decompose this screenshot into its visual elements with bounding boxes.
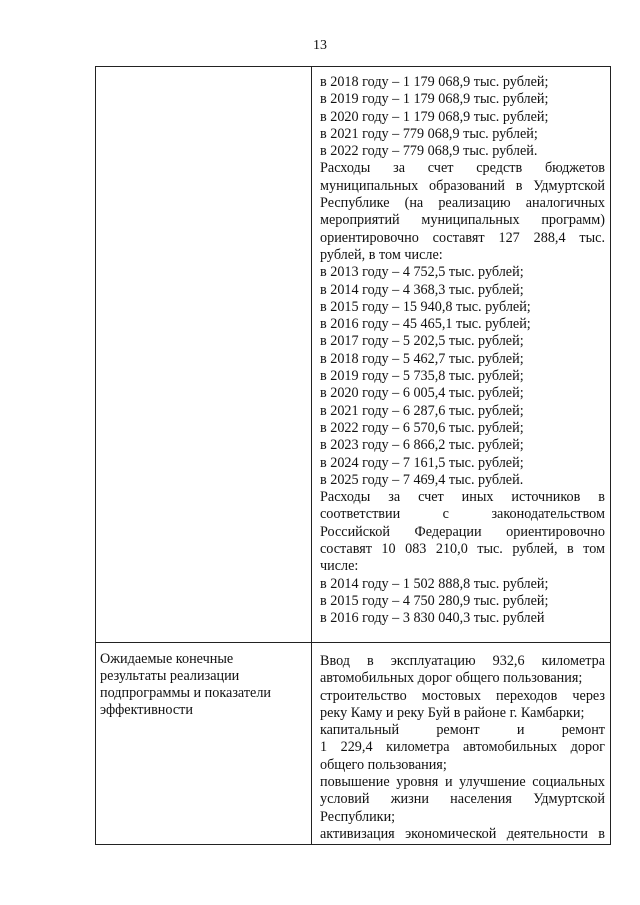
expected-results-line: автомобильных дорог общего пользования; <box>320 670 583 687</box>
funding-line: в 2015 году – 4 750 280,9 тыс. рублей; <box>320 592 549 609</box>
expected-results-line: реку Каму и реку Буй в районе г. Камбарки; <box>320 704 585 721</box>
expected-results-line: условий жизни населения Удмуртской <box>320 791 605 808</box>
funding-line: в 2014 году – 1 502 888,8 тыс. рублей; <box>320 575 549 592</box>
funding-line: соответствии с законодательством <box>320 506 605 523</box>
funding-line: в 2022 году – 6 570,6 тыс. рублей; <box>320 419 524 436</box>
expected-results-line: Республики; <box>320 808 396 825</box>
funding-line: ориентировочно составят 127 288,4 тыс. <box>320 229 605 246</box>
funding-line: рублей, в том числе: <box>320 246 443 263</box>
expected-results-line: Ввод в эксплуатацию 932,6 километра <box>320 653 605 669</box>
funding-line: числе: <box>320 558 359 575</box>
expected-results-line: общего пользования; <box>320 756 447 773</box>
funding-line: составят 10 083 210,0 тыс. рублей, в том <box>320 541 605 558</box>
funding-line: Расходы за счет средств бюджетов <box>320 160 605 177</box>
expected-results-line: 1 229,4 километра автомобильных дорог <box>320 739 605 756</box>
page-number: 13 <box>313 38 327 53</box>
expected-results-line: капитальный ремонт и ремонт <box>320 722 605 739</box>
expected-results-line: активизация экономической деятельности в <box>320 825 605 842</box>
expected-results-label-line: эффективности <box>100 702 193 718</box>
funding-line: в 2013 году – 4 752,5 тыс. рублей; <box>320 264 524 281</box>
funding-line: в 2016 году – 45 465,1 тыс. рублей; <box>320 316 531 333</box>
funding-line: Расходы за счет иных источников в <box>320 489 605 506</box>
funding-line: в 2022 году – 779 068,9 тыс. рублей. <box>320 143 538 160</box>
funding-line: в 2025 году – 7 469,4 тыс. рублей. <box>320 471 524 488</box>
funding-line: в 2018 году – 1 179 068,9 тыс. рублей; <box>320 74 549 90</box>
funding-line: Российской Федерации ориентировочно <box>320 523 605 540</box>
funding-line: в 2015 году – 15 940,8 тыс. рублей; <box>320 298 531 315</box>
funding-line: Республике (на реализацию аналогичных <box>320 195 605 212</box>
expected-results-label-line: подпрограммы и показатели <box>100 685 272 701</box>
funding-line: в 2021 году – 6 287,6 тыс. рублей; <box>320 402 524 419</box>
funding-line: в 2019 году – 1 179 068,9 тыс. рублей; <box>320 91 549 108</box>
expected-results-label-line: Ожидаемые конечные <box>100 651 234 667</box>
subprogram-table <box>95 66 611 845</box>
funding-line: в 2017 году – 5 202,5 тыс. рублей; <box>320 333 524 350</box>
funding-line: в 2023 году – 6 866,2 тыс. рублей; <box>320 437 524 454</box>
row-divider <box>96 642 610 643</box>
funding-line: муниципальных образований в Удмуртской <box>320 177 605 194</box>
funding-line: в 2018 году – 5 462,7 тыс. рублей; <box>320 350 524 367</box>
funding-cell <box>320 74 605 628</box>
funding-line: в 2019 году – 5 735,8 тыс. рублей; <box>320 368 524 385</box>
expected-results-cell <box>320 653 605 843</box>
expected-results-line: строительство мостовых переходов через <box>320 687 605 704</box>
expected-results-label-cell <box>100 651 300 719</box>
expected-results-line: повышение уровня и улучшение социальных <box>320 774 605 791</box>
funding-line: в 2024 году – 7 161,5 тыс. рублей; <box>320 454 524 471</box>
funding-line: в 2020 году – 6 005,4 тыс. рублей; <box>320 385 524 402</box>
funding-line: в 2020 году – 1 179 068,9 тыс. рублей; <box>320 108 549 125</box>
funding-line: в 2014 году – 4 368,3 тыс. рублей; <box>320 281 524 298</box>
expected-results-label-line: результаты реализации <box>100 668 240 684</box>
funding-line: мероприятий муниципальных программ) <box>320 212 605 229</box>
funding-line: в 2016 году – 3 830 040,3 тыс. рублей <box>320 610 545 627</box>
funding-line: в 2021 году – 779 068,9 тыс. рублей; <box>320 125 538 142</box>
column-divider <box>311 67 312 844</box>
